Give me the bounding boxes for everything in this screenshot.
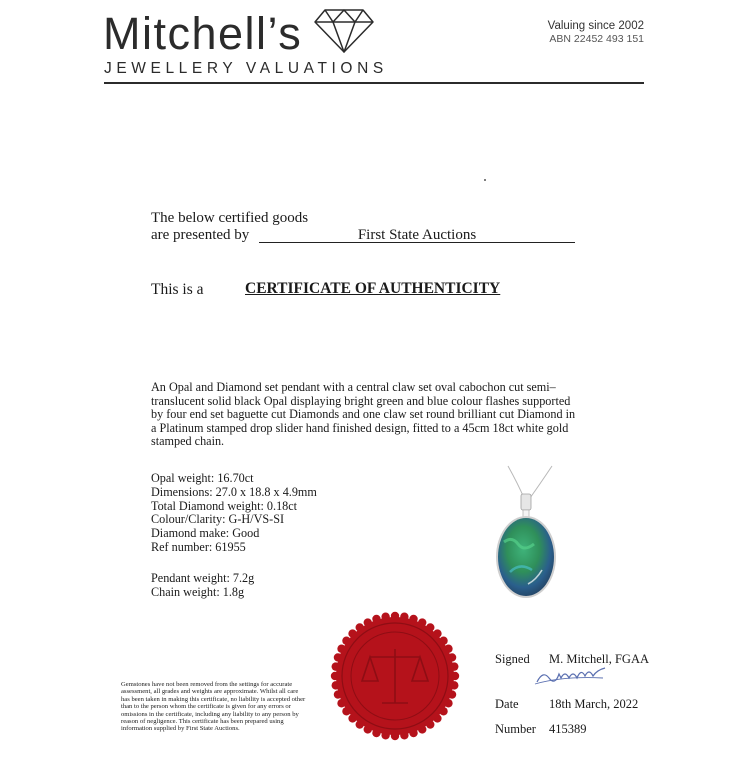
signed-label: Signed [495, 652, 530, 666]
presented-line-1: The below certified goods [151, 210, 309, 226]
ref-number: Ref number: 61955 [151, 539, 246, 554]
chain-weight: Chain weight: 1.8g [151, 584, 245, 599]
date-value: 18th March, 2022 [549, 697, 639, 711]
opal-pendant-image [490, 464, 562, 602]
handwritten-signature [533, 664, 609, 686]
signed-by: M. Mitchell, FGAA [549, 652, 649, 666]
diamond-icon [313, 8, 375, 54]
disclaimer-text: Gemstones have not been removed from the settings for accurate assessment, all grades and weights are approximate. Whilst all care has been taken in making this certificate, no liability is accepted other than to the person whom the certificate is given for any errors or omissions in the certificate, including any liability to any person by reason of negligence. This certificate has been prepared using information supplied by First State Auctions. [121, 681, 306, 733]
certificate-intro: This is a [151, 281, 204, 298]
valuing-since: Valuing since 2002 [547, 20, 644, 32]
stray-dot [484, 179, 486, 181]
pendant-weight: Pendant weight: 7.2g [151, 571, 255, 585]
date-label: Date [495, 697, 519, 711]
number-value: 415389 [549, 722, 587, 736]
presented-line-2: are presented by [151, 227, 250, 243]
total-diamond-weight: Total Diamond weight: 0.18ct [151, 498, 298, 513]
certificate-title: CERTIFICATE OF AUTHENTICITY [245, 280, 501, 297]
abn-number: ABN 22452 493 151 [549, 33, 644, 45]
opal-weight: Opal weight: 16.70ct [151, 471, 254, 485]
weights [151, 572, 254, 600]
header-divider [104, 82, 644, 84]
brand-name: Mitchell’s [103, 8, 303, 59]
item-description: An Opal and Diamond set pendant with a central claw set oval cabochon cut semi–translucent solid black Opal displaying bright green and blue colour flashes supported by four end set baguette cut Diamonds and one claw set round brilliant cut Diamond in a Platinum stamped drop slider hand finished design, fitted to a 45cm 18ct white gold stamped chain. [151, 380, 576, 448]
presenter-name: First State Auctions [259, 227, 575, 243]
dimensions: Dimensions: 27.0 x 18.8 x 4.9mm [151, 484, 317, 499]
brand-subtitle: JEWELLERY VALUATIONS [104, 60, 388, 77]
specifications [151, 472, 317, 555]
colour-clarity: Colour/Clarity: G-H/VS-SI [151, 512, 285, 527]
wax-seal [330, 611, 460, 741]
number-label: Number [495, 722, 536, 736]
diamond-make: Diamond make: Good [151, 526, 260, 541]
